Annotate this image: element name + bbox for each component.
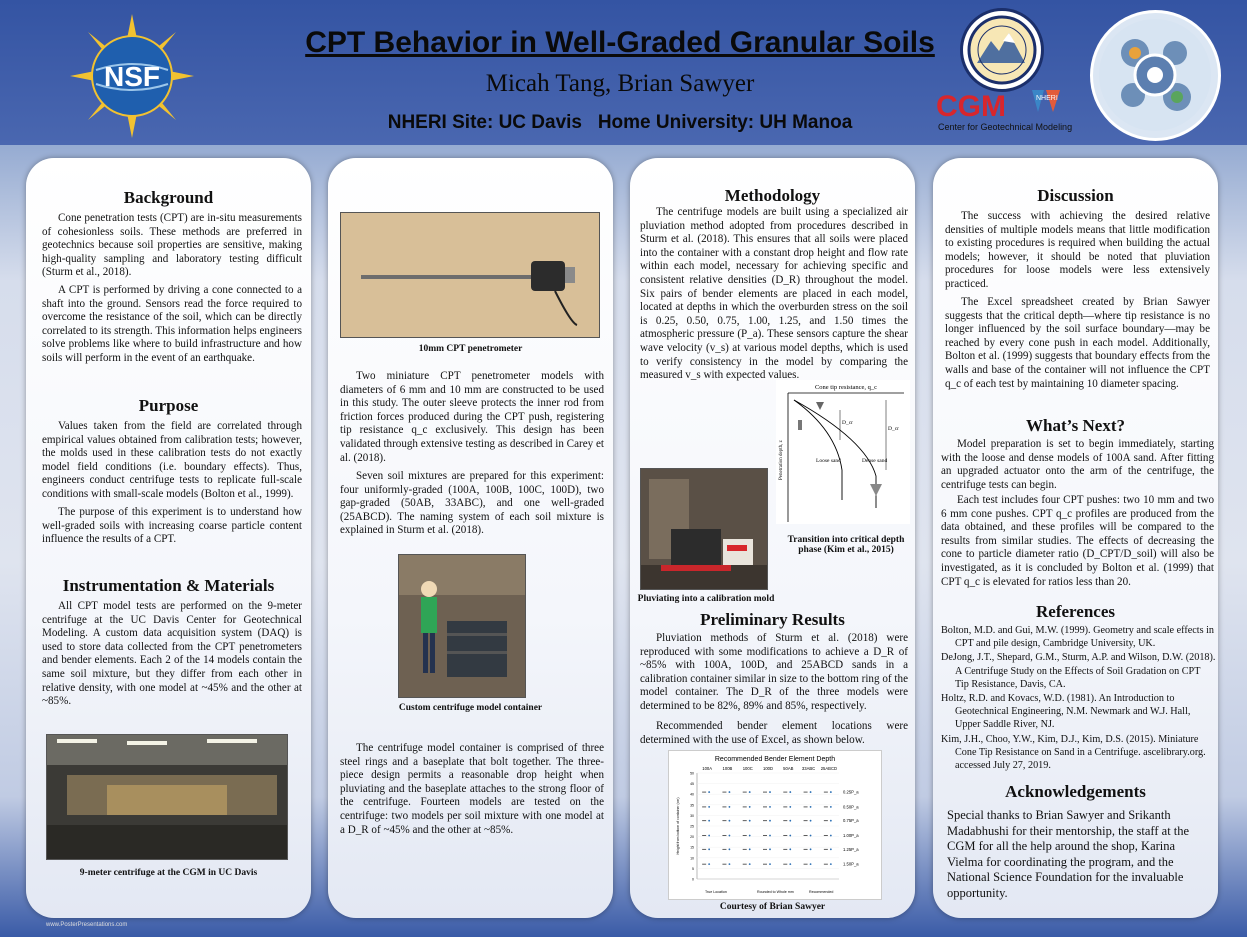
instrumentation-heading: Instrumentation & Materials — [62, 576, 275, 595]
chart-point-recommended — [789, 820, 791, 822]
chart-y-tick-label: 15 — [690, 845, 694, 850]
purpose-para-2: The purpose of this experiment is to understand how well-graded soils with increasing coarse particle content influence the results of a CPT. — [42, 506, 302, 546]
chart-point-recommended — [708, 806, 710, 808]
chart-legend-entry: Recommended — [809, 890, 834, 894]
chart-y-tick-label: 35 — [690, 803, 694, 808]
cgm-tag-text: NHERI — [1036, 95, 1058, 102]
results-para-1: Pluviation methods of Sturm et al. (2018) were reproduced with some modifications to achieve a D_R of ~85% with 100A, 100D, and 25ABCD sands in a calibration container similar in size to the bottom ring of the model container. The D_R of the three models were determined to be 82%, 89% and 85%, respectively. — [640, 632, 908, 712]
container-photo — [398, 554, 526, 698]
poster-title: CPT Behavior in Well-Graded Granular Soils — [305, 26, 935, 59]
chart-category-label: 33ABC — [801, 766, 816, 771]
chart-point-recommended — [789, 848, 791, 850]
discussion-para-2: The Excel spreadsheet created by Brian Sawyer suggests that the critical depth—where tip resistance is no longer influenced by the soil surface boundary—may be reached by every cone push in each model. Additionally, Bolton et al. (1999) suggests that boundary effects from the walls and base of the container will not influence the CPT q_c of each test by maintaining 10 diameter spacing. — [945, 296, 1210, 390]
chart-point-recommended — [769, 863, 771, 865]
chart-category-label: 25ABCD — [820, 766, 838, 771]
container-para: The centrifuge model container is comprised of three steel rings and a baseplate that bolt together. The three-piece design permits a reasonable drop height when pluviating and the baseplate attaches to the strong floor of the centrifuge. Fourteen models are tested on the centrifuge: two models per soil mixture with one model at a D_R of ~45% and the other at ~85%. — [340, 742, 604, 836]
chart-legend-entry: True Location — [705, 890, 727, 894]
chart-point-recommended — [708, 835, 710, 837]
column-1 — [26, 158, 311, 918]
footer-credit: www.PosterPresentations.com — [46, 922, 128, 928]
references-list — [941, 624, 1216, 773]
chart-point-recommended — [810, 848, 812, 850]
pluviation-caption: Pluviating into a calibration mold — [637, 594, 775, 604]
next-heading: What’s Next? — [1026, 416, 1125, 435]
cpt-penetrometer-photo — [340, 212, 600, 338]
purpose-para-1: Values taken from the field are correlated through empirical values obtained from calibration tests; however, the molds used in these calibration tests do not exactly model field conditions (i.e. boundary effects). Thus, engineers conduct centrifuge tests to replicate full-scale conditions with small-scale models (Bolton et al., 1999). — [42, 420, 302, 500]
poster-site-line: NHERI Site: UC Davis Home University: UH Manoa — [387, 112, 853, 133]
chart-title: Recommended Bender Element Depth — [714, 756, 836, 763]
discussion-para-1: The success with achieving the desired relative densities of multiple models means that little modification to existing procedures is required when building the actual models; however, it should be noted that pluviation procedures for loose models were less extensively practiced. — [945, 210, 1210, 290]
background-heading: Background — [123, 188, 214, 207]
chart-y-label: Height from bottom of container (cm) — [676, 797, 680, 855]
chart-category-label: 100A — [702, 766, 713, 771]
diagram-caption: Transition into critical depth phase (Kim et al., 2015) — [787, 535, 905, 555]
chart-y-tick-label: 45 — [690, 782, 694, 787]
chart-y-tick-label: 40 — [690, 792, 694, 797]
chart-legend-entry: Rounded to Whole mm — [757, 890, 794, 894]
chart-point-recommended — [810, 791, 812, 793]
chart-point-recommended — [729, 835, 731, 837]
centrifuge-caption: 9-meter centrifuge at the CGM in UC Davis — [79, 868, 258, 878]
purpose-heading: Purpose — [138, 396, 199, 415]
nsf-logo — [70, 14, 194, 138]
diagram-dcr-2: D_cr — [888, 426, 899, 432]
chart-point-recommended — [789, 863, 791, 865]
chart-point-recommended — [708, 848, 710, 850]
chart-point-recommended — [830, 835, 832, 837]
chart-point-recommended — [830, 806, 832, 808]
chart-point-recommended — [749, 848, 751, 850]
background-para-2: A CPT is performed by driving a cone connected to a shaft into the ground. Sensors read the force required to overcome the resistance of the soil, which can be directly correlated to its strength. This information helps engineers solve problems like where to build infrastructure and how soils will perform in the event of an earthquake. — [42, 284, 302, 364]
methodology-para: The centrifuge models are built using a specialized air pluviation method adopted from procedures described in Sturm et al. (2018). This ensures that all soils were placed into the container with a constant drop height and flow rate within each model, necessary for achieving specific and consistent relative densities (D_R) throughout the model. Six pairs of bender elements are placed in each model, located at depths in which the overburden stress on the soil is 0.25, 0.50, 0.75, 1.00, 1.25, and 1.50 times the atmospheric pressure (P_a). These sensors capture the shear wave velocity (v_s) at various model depths, which is used to verify consistency in the model by comparing the measured v_s with expected values. — [640, 206, 908, 382]
diagram-top-label: Cone tip resistance, q_c — [814, 384, 878, 391]
chart-point-recommended — [749, 863, 751, 865]
critical-depth-diagram — [776, 380, 910, 524]
chart-point-recommended — [729, 791, 731, 793]
reference-item: Kim, J.H., Choo, Y.W., Kim, D.J., Kim, D.S. (2015). Miniature Cone Tip Resistance on Sand in a Centrifuge. ascelibrary.org. accessed July 27, 2019. — [941, 733, 1206, 772]
chart-category-label: 50AB — [783, 766, 794, 771]
chart-point-recommended — [749, 806, 751, 808]
chart-y-tick-label: 10 — [690, 856, 694, 861]
diagram-y-label: Penetration depth, z — [779, 440, 784, 480]
chart-y-tick-label: 50 — [690, 771, 694, 776]
chart-point-recommended — [729, 806, 731, 808]
chart-level-label: 0.25P_a — [843, 789, 859, 795]
chart-y-tick-label: 20 — [690, 835, 694, 840]
chart-level-label: 1.25P_a — [843, 846, 859, 852]
chart-point-recommended — [729, 820, 731, 822]
chart-category-label: 100D — [762, 766, 774, 771]
reference-item: Bolton, M.D. and Gui, M.W. (1999). Geometry and scale effects in CPT and pile design, Cambridge University, UK. — [941, 625, 1215, 650]
chart-point-recommended — [810, 863, 812, 865]
chart-point-recommended — [810, 806, 812, 808]
cgm-logo — [936, 86, 1076, 134]
acknowledgements-heading: Acknowledgements — [1005, 782, 1146, 801]
reference-item: Holtz, R.D. and Kovacs, W.D. (1981). An Introduction to Geotechnical Engineering, N.M. Newmark and W.J. Hall, Upper Saddle River, NJ. — [941, 693, 1191, 731]
pluviation-photo — [640, 468, 768, 590]
chart-point-recommended — [769, 820, 771, 822]
results-para-2: Recommended bender element locations were determined with the use of Excel, as shown below. — [640, 720, 908, 746]
chart-level-label: 1.50P_a — [843, 861, 859, 867]
discussion-heading: Discussion — [1037, 186, 1114, 205]
cgm-subtitle: Center for Geotechnical Modeling — [938, 122, 1073, 132]
chart-point-recommended — [789, 835, 791, 837]
chart-level-label: 0.50P_a — [843, 804, 859, 810]
chart-point-recommended — [749, 820, 751, 822]
references-heading: References — [1036, 602, 1115, 621]
chart-y-tick-label: 5 — [692, 866, 694, 871]
poster-authors: Micah Tang, Brian Sawyer — [485, 70, 755, 97]
poster-header — [0, 0, 1247, 145]
chart-point-recommended — [830, 791, 832, 793]
chart-point-recommended — [729, 863, 731, 865]
nsf-logo-text: NSF — [104, 61, 160, 92]
university-seal-logo — [960, 8, 1044, 92]
gear-logo — [1090, 10, 1221, 141]
chart-point-recommended — [769, 848, 771, 850]
chart-point-recommended — [810, 820, 812, 822]
methodology-heading: Methodology — [724, 186, 821, 205]
background-para-1: Cone penetration tests (CPT) are in-situ measurements of cohesionless soils. These methods are preferred in geotechnics because soil properties are sensitive, making high-quality sampling and laboratory testing difficult (Sturm et al., 2018). — [42, 212, 302, 279]
chart-point-recommended — [810, 835, 812, 837]
chart-level-label: 1.00P_a — [843, 833, 859, 839]
instrumentation-para: All CPT model tests are performed on the 9-meter centrifuge at the UC Davis Center for Geotechnical Modeling. A custom data acquisition system (DAQ) is used to store data collected from the CPT penetrometers and bender elements. Each 2 of the 14 models contain the same soil mixture, but they differ from each other in relative density, with one model at ~45% and the other at ~85%. — [42, 600, 302, 708]
chart-point-recommended — [769, 835, 771, 837]
chart-point-recommended — [789, 806, 791, 808]
chart-point-recommended — [708, 863, 710, 865]
next-para-2: Each test includes four CPT pushes: two 10 mm and two 6 mm cone pushes. CPT q_c profiles are produced from the data obtained, and these profiles will be compared to the results from similar studies. The effects of decreasing the cone to particle diameter ratio (D_CPT/D_soil) will also be investigated, as it is concluded by Bolton et al. (1999) that CPT q_c is elevated for ratios less than 20. — [941, 494, 1214, 588]
acknowledgements-text: Special thanks to Brian Sawyer and Srikanth Madabhushi for their mentorship, the staff at the CGM for all the help around the shop, Karina Vielma for coordinating the program, and the National Science Foundation for the invaluable opportunity. — [947, 808, 1190, 900]
cgm-logo-text: CGM — [936, 90, 1006, 123]
next-para-1: Model preparation is set to begin immediately, starting with the loose and dense models of 100A sand. After fitting an upgraded actuator onto the arm of the centrifuge, the centrifuge tests can begin. — [941, 438, 1214, 491]
results-heading: Preliminary Results — [700, 610, 845, 629]
reference-item: DeJong, J.T., Shepard, G.M., Sturm, A.P. and Wilson, D.W. (2018). A Centrifuge Study on the Effects of Soil Gradation on CPT Tip Resistance, Davis, CA. — [941, 652, 1216, 690]
diagram-loose-label: Loose sand — [816, 458, 841, 464]
chart-point-recommended — [769, 791, 771, 793]
chart-y-tick-label: 0 — [692, 877, 694, 882]
chart-level-label: 0.75P_a — [843, 818, 859, 824]
diagram-dense-label: Dense sand — [862, 458, 888, 464]
chart-point-recommended — [729, 848, 731, 850]
chart-category-label: 100C — [742, 766, 753, 771]
chart-y-tick-label: 30 — [690, 813, 694, 818]
column-3 — [630, 158, 915, 918]
chart-point-recommended — [830, 848, 832, 850]
cpt-para: Two miniature CPT penetrometer models with diameters of 6 mm and 10 mm are constructed to be used in this study. The outer sleeve protects the inner rod from friction forces produced during the CPT push, registering tip resistance q_c exclusively. This design has been validated through extensive testing as described in Carey et al. (2018). — [340, 370, 604, 464]
chart-category-label: 100B — [722, 766, 733, 771]
chart-point-recommended — [789, 791, 791, 793]
chart-point-recommended — [749, 791, 751, 793]
cpt-caption: 10mm CPT penetrometer — [418, 344, 523, 354]
chart-point-recommended — [749, 835, 751, 837]
container-caption: Custom centrifuge model container — [398, 703, 543, 713]
centrifuge-photo — [46, 734, 288, 860]
chart-caption: Courtesy of Brian Sawyer — [719, 902, 826, 912]
chart-point-recommended — [708, 791, 710, 793]
column-4 — [933, 158, 1218, 918]
column-2 — [328, 158, 613, 918]
chart-point-recommended — [830, 863, 832, 865]
bender-element-chart — [668, 750, 882, 900]
chart-point-recommended — [769, 806, 771, 808]
chart-point-recommended — [708, 820, 710, 822]
soil-mixtures-para: Seven soil mixtures are prepared for this experiment: four uniformly-graded (100A, 100B, 100C, 100D), two gap-graded (50AB, 33ABC), and one well-graded (25ABCD). The naming system of each soil mixture is explained in Sturm et al. (2018). — [340, 470, 604, 537]
diagram-dcr-1: D_cr — [842, 420, 853, 426]
chart-point-recommended — [830, 820, 832, 822]
chart-y-tick-label: 25 — [690, 824, 694, 829]
